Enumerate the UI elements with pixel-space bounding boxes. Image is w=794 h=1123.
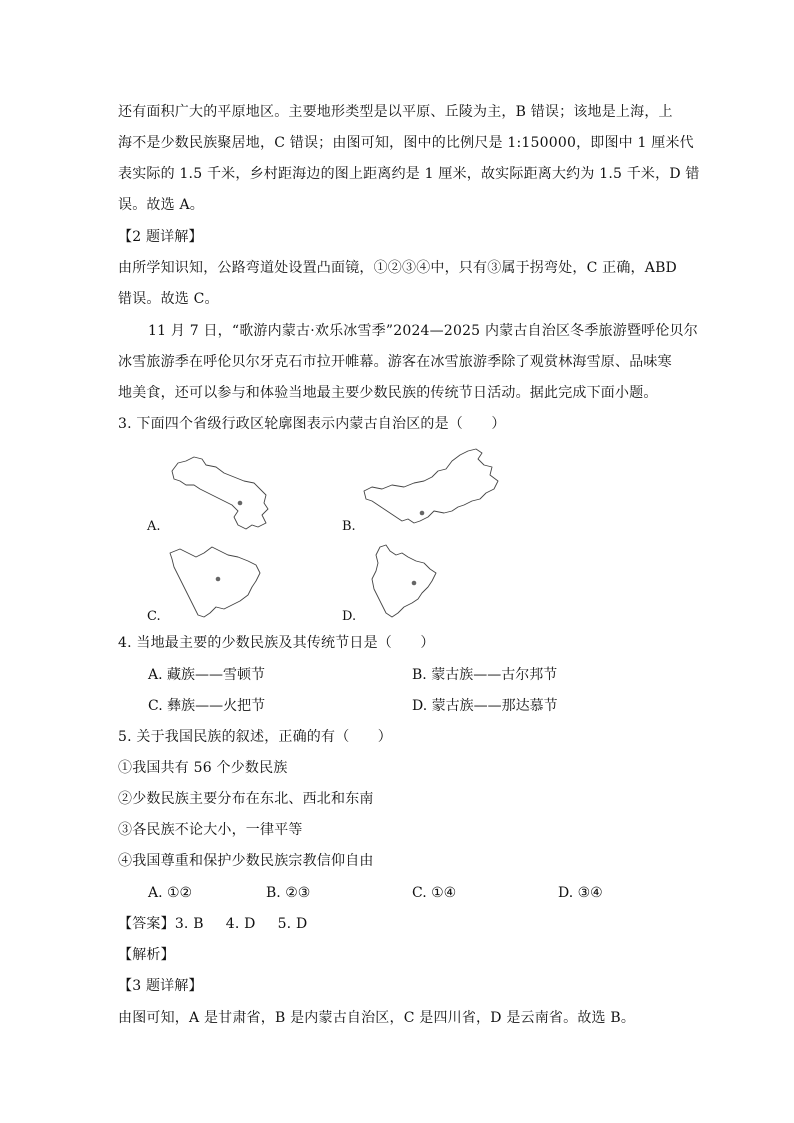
answer-4: 4. D <box>225 916 256 932</box>
paragraph-line: 地美食，还可以参与和体验当地最主要少数民族的传统节日活动。据此完成下面小题。 <box>118 385 658 401</box>
q4-option-d: D. 蒙古族——那达慕节 <box>412 698 558 714</box>
option-d-label: D. <box>342 609 357 624</box>
paragraph-line: 11 月 7 日，“歌游内蒙古·欢乐冰雪季”2024—2025 内蒙古自治区冬季旅游暨呼伦贝尔 <box>148 323 698 339</box>
paragraph-line: 冰雪旅游季在呼伦贝尔牙克石市拉开帷幕。游客在冰雪旅游季除了观赏林海雪原、品味寒 <box>118 354 672 370</box>
sichuan-outline-map <box>168 545 268 621</box>
q5-option-a: A. ①② <box>148 885 193 901</box>
answer-3: 3. B <box>174 916 204 932</box>
question-4-stem: 4. 当地最主要的少数民族及其传统节日是（ ） <box>118 635 435 651</box>
section-heading: 【3 题详解】 <box>118 978 203 994</box>
analysis-label: 【解析】 <box>118 947 175 963</box>
q5-statement: ①我国共有 56 个少数民族 <box>118 760 288 776</box>
paragraph-line: 海不是少数民族聚居地，C 错误；由图可知，图中的比例尺是 1:150000，即图中 1 厘米代 <box>118 135 694 151</box>
question-5-stem: 5. 关于我国民族的叙述，正确的有（ ） <box>118 729 393 745</box>
option-c-label: C. <box>147 609 161 624</box>
answer-5: 5. D <box>277 916 308 932</box>
q5-option-c: C. ①④ <box>412 885 457 901</box>
answer-label: 【答案】 <box>118 916 175 932</box>
q5-option-b: B. ②③ <box>266 885 311 901</box>
paragraph-line: 错误。故选 C。 <box>118 291 219 307</box>
inner-mongolia-outline-map <box>362 447 512 531</box>
option-a-label: A. <box>147 519 161 534</box>
paragraph-line: 误。故选 A。 <box>118 197 204 213</box>
paragraph-line: 表实际的 1.5 千米，乡村距海边的图上距离约是 1 厘米，故实际距离大约为 1.5 千米，D 错 <box>118 166 700 182</box>
question-3-stem: 3. 下面四个省级行政区轮廓图表示内蒙古自治区的是（ ） <box>118 416 506 432</box>
q4-option-b: B. 蒙古族——古尔邦节 <box>412 667 558 683</box>
q5-statement: ②少数民族主要分布在东北、西北和东南 <box>118 791 374 807</box>
answer-line <box>118 914 307 934</box>
yunnan-outline-map <box>368 543 448 623</box>
paragraph-line: 还有面积广大的平原地区。主要地形类型是以平原、丘陵为主，B 错误；该地是上海，上 <box>118 104 673 120</box>
q5-option-d: D. ③④ <box>558 885 603 901</box>
q5-statement: ④我国尊重和保护少数民族宗教信仰自由 <box>118 853 374 869</box>
q4-option-a: A. 藏族——雪顿节 <box>148 667 266 683</box>
q5-statement: ③各民族不论大小，一律平等 <box>118 822 303 838</box>
section-heading: 【2 题详解】 <box>118 229 203 245</box>
paragraph-line: 由所学知识知，公路弯道处设置凸面镜，①②③④中，只有③属于拐弯处，C 正确，ABD <box>118 260 677 276</box>
analysis-text: 由图可知，A 是甘肃省，B 是内蒙古自治区，C 是四川省，D 是云南省。故选 B。 <box>118 1010 636 1026</box>
q4-option-c: C. 彝族——火把节 <box>148 698 266 714</box>
gansu-outline-map <box>168 455 278 535</box>
option-b-label: B. <box>342 519 356 534</box>
